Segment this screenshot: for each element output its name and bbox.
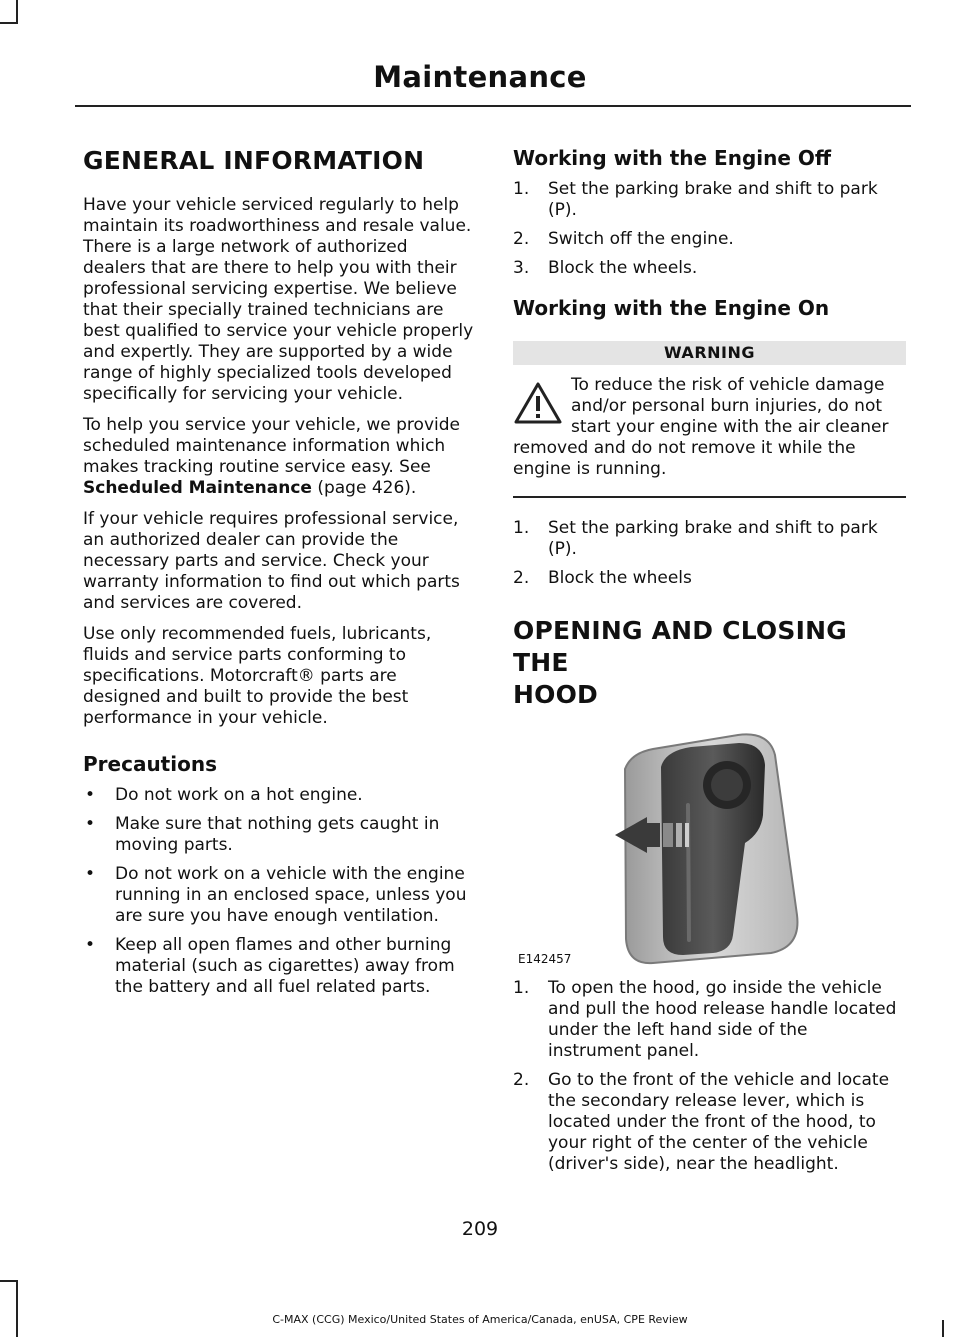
bullet-marker: •	[85, 864, 96, 884]
bullet-marker: •	[85, 785, 96, 805]
bullet-marker: •	[85, 935, 96, 955]
scheduled-maintenance-link[interactable]: Scheduled Maintenance	[83, 478, 312, 498]
warning-triangle-icon	[513, 381, 563, 425]
general-info-paragraph-4: Use only recommended fuels, lubricants, fluids and service parts conforming to specifications. Motorcraft® parts are designed and built to provide the best performance in your vehicle.	[83, 624, 432, 728]
engine-off-heading: Working with the Engine Off	[513, 146, 832, 170]
step-number: 1.	[513, 518, 530, 538]
list-item	[513, 258, 906, 279]
step-text: Block the wheels	[548, 568, 692, 588]
crop-mark	[0, 22, 18, 24]
precautions-list	[83, 785, 475, 998]
step-number: 2.	[513, 229, 530, 249]
hood-heading	[513, 615, 906, 711]
list-item	[513, 179, 906, 221]
bullet-marker: •	[85, 814, 96, 834]
warning-divider	[513, 496, 906, 498]
list-item	[513, 1070, 906, 1175]
left-column	[83, 145, 475, 998]
general-info-paragraph-1: Have your vehicle serviced regularly to help maintain its roadworthiness and resale value. There is a large network of authorized dealers that are there to help you with their professional servicing expertise. We believe that their specially trained technicians are best qualified to service your vehicle properly and expertly. They are supported by a wide range of highly specialized tools developed specifically for servicing your vehicle.	[83, 195, 474, 404]
crop-mark	[16, 0, 18, 22]
paragraph-text: To help you service your vehicle, we provide scheduled maintenance information which makes tracking routine service easy. See	[83, 415, 460, 477]
right-column	[513, 145, 906, 1175]
engine-off-steps	[513, 179, 906, 279]
step-number: 1.	[513, 978, 530, 998]
step-text: Set the parking brake and shift to park (P).	[548, 179, 878, 220]
general-info-paragraph-2	[83, 415, 475, 499]
general-info-paragraph-3: If your vehicle requires professional service, an authorized dealer can provide the necessary parts and service. Check your warranty information to find out which parts and services are covered.	[83, 509, 460, 613]
header-divider	[75, 105, 911, 107]
page-number: 209	[461, 1218, 499, 1240]
page-header-title: Maintenance	[373, 60, 587, 94]
step-number: 2.	[513, 1070, 530, 1090]
step-number: 1.	[513, 179, 530, 199]
step-text: Switch off the engine.	[548, 229, 734, 249]
warning-box	[513, 375, 906, 480]
engine-on-steps	[513, 518, 906, 589]
page-reference: (page 426).	[317, 478, 417, 498]
list-item-text: Do not work on a vehicle with the engine running in an enclosed space, unless you are sure you have enough ventilation.	[115, 864, 467, 926]
engine-on-heading: Working with the Engine On	[513, 296, 830, 320]
step-text: To open the hood, go inside the vehicle and pull the hood release handle located under the left hand side of the instrument panel.	[548, 978, 897, 1061]
list-item-text: Make sure that nothing gets caught in moving parts.	[115, 814, 440, 855]
list-item-text: Keep all open flames and other burning material (such as cigarettes) away from the battery and all fuel related parts.	[115, 935, 455, 997]
step-number: 3.	[513, 258, 530, 278]
step-text: Go to the front of the vehicle and locate the secondary release lever, which is located under the front of the hood, to your right of the center of the vehicle (driver's side), near the headlight.	[548, 1070, 890, 1174]
general-information-heading: GENERAL INFORMATION	[83, 146, 425, 175]
list-item	[83, 785, 475, 806]
list-item	[83, 935, 475, 998]
step-text: Block the wheels.	[548, 258, 698, 278]
hood-release-handle-illustration	[513, 725, 906, 970]
hood-heading-line-2: HOOD	[513, 680, 598, 709]
list-item	[513, 518, 906, 560]
list-item-text: Do not work on a hot engine.	[115, 785, 363, 805]
page-footer: C-MAX (CCG) Mexico/United States of America/Canada, enUSA, CPE Review	[272, 1313, 688, 1326]
hood-heading-line-1: OPENING AND CLOSING THE	[513, 616, 847, 677]
crop-mark	[0, 1280, 18, 1282]
crop-mark	[16, 1280, 18, 1337]
list-item	[513, 978, 906, 1062]
hood-release-figure	[513, 725, 906, 970]
list-item	[513, 568, 906, 589]
step-text: Set the parking brake and shift to park (P).	[548, 518, 878, 559]
figure-code: E142457	[518, 952, 572, 966]
list-item	[513, 229, 906, 250]
hood-steps	[513, 978, 906, 1175]
warning-text: To reduce the risk of vehicle damage and/or personal burn injuries, do not start your engine with the air cleaner removed and do not remove it while the engine is running.	[513, 375, 889, 479]
precautions-heading: Precautions	[83, 752, 217, 776]
list-item	[83, 864, 475, 927]
warning-label: WARNING	[513, 341, 906, 365]
list-item	[83, 814, 475, 856]
step-number: 2.	[513, 568, 530, 588]
